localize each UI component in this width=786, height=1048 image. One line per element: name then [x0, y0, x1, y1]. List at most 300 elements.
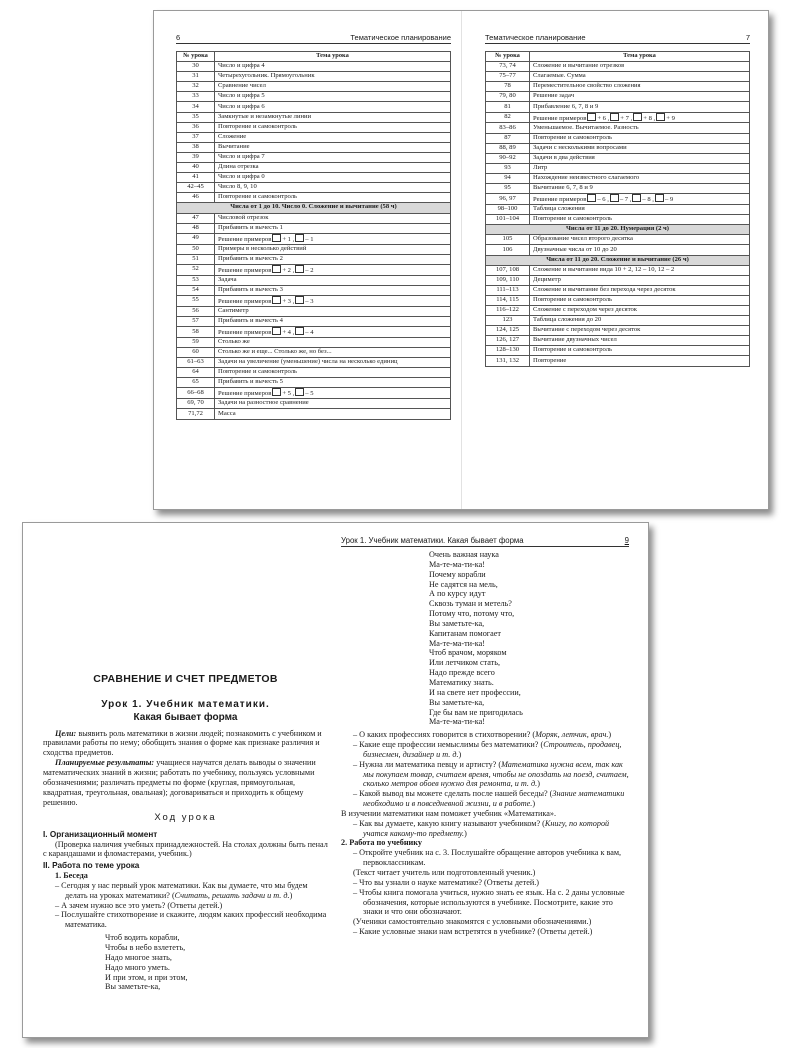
lesson-topic-text: Повторение и самоконтроль — [533, 215, 612, 223]
goals-label: Цели: — [55, 728, 77, 738]
lesson-topic — [215, 122, 451, 132]
question-8-text: – Как вы думаете, какую книгу называют учебником? ( — [353, 818, 545, 828]
lesson-topic — [530, 275, 750, 285]
lesson-topic — [215, 358, 451, 368]
lesson-topic — [215, 295, 451, 306]
lesson-topic — [215, 327, 451, 338]
lesson-number: 87 — [486, 133, 530, 143]
lesson-number: 111–113 — [486, 285, 530, 295]
lesson-number: 131, 132 — [486, 356, 530, 366]
question-6 — [341, 760, 631, 790]
table-row — [486, 306, 750, 316]
course-heading: Ход урока — [154, 812, 217, 824]
box-operation: – 7 , — [619, 196, 632, 204]
lesson-topic — [530, 184, 750, 194]
left-planning-table — [176, 51, 451, 420]
table-section-row — [486, 225, 750, 235]
lesson-topic-text: Решение примеров — [218, 390, 272, 398]
lesson-topic-text: Сантиметр — [218, 306, 249, 314]
lesson-topic — [215, 285, 451, 295]
lesson-topic — [530, 163, 750, 173]
column-header-lesson-topic: Тема урока — [215, 52, 451, 62]
table-row — [177, 152, 451, 162]
left-page-number: 6 — [176, 33, 181, 42]
table-row — [486, 102, 750, 112]
paragraph-teacher-reads: (Текст читает учитель или подготовленный ученик.) — [353, 868, 536, 877]
lesson-topic-text: Прибавить и вычесть 4 — [218, 317, 283, 324]
lesson-topic-text: Задачи с несколькими вопросами — [533, 143, 627, 151]
lesson-number: 69, 70 — [177, 399, 215, 409]
poem-line: Вы заметьте-ка, — [429, 618, 485, 628]
table-row — [486, 112, 750, 123]
lesson-topic-text: Повторение и самоконтроль — [533, 295, 612, 303]
lesson-topic — [215, 62, 451, 72]
question-7-end: ) — [532, 799, 536, 809]
lesson-topic — [215, 388, 451, 399]
section-lesson-work: II. Работа по теме урока — [43, 861, 140, 871]
blank-box — [272, 296, 281, 304]
lesson-topic — [530, 245, 750, 255]
lesson-number: 50 — [177, 244, 215, 254]
lesson-topic-text: Вычитание — [218, 142, 250, 150]
results-label: Планируемые результаты: — [55, 758, 155, 768]
table-row — [177, 337, 451, 347]
table-row — [486, 295, 750, 305]
section-title: Числа от 11 до 20. Сложение и вычитание (26 ч) — [486, 255, 750, 265]
lesson-topic — [530, 92, 750, 102]
lesson-topic — [530, 123, 750, 133]
lesson-topic-text: Число и цифра 5 — [218, 92, 265, 100]
table-row — [177, 368, 451, 378]
lesson-topic-text: Повторение и самоконтроль — [533, 346, 612, 354]
lesson-number: 96, 97 — [486, 194, 530, 205]
lesson-number: 124, 125 — [486, 326, 530, 336]
table-row — [177, 122, 451, 132]
lesson-number: 36 — [177, 122, 215, 132]
box-operation: + 4 , — [282, 329, 295, 337]
lesson-topic — [215, 399, 451, 409]
lesson-topic — [530, 133, 750, 143]
right-page-number: 7 — [745, 33, 750, 42]
lesson-topic-text: Повторение — [533, 356, 567, 364]
lesson-number: 31 — [177, 72, 215, 82]
table-row — [177, 388, 451, 399]
lesson-number: 88, 89 — [486, 143, 530, 153]
table-row — [177, 223, 451, 233]
box-operation: – 8 , — [642, 196, 654, 204]
lesson-topic-text: Уменьшаемое. Вычитаемое. Разность — [533, 123, 639, 131]
blank-box — [272, 234, 281, 242]
blank-box — [295, 265, 304, 273]
lesson-topic-text: Четырехугольник. Прямоугольник — [218, 72, 315, 80]
table-row — [486, 123, 750, 133]
blank-box — [655, 194, 664, 202]
lesson-topic-text: Решение примеров — [218, 297, 272, 305]
lesson-number: 56 — [177, 306, 215, 316]
lesson-topic — [530, 102, 750, 112]
poem-part-2 — [341, 550, 631, 727]
lesson-topic — [530, 62, 750, 72]
lesson-topic — [530, 306, 750, 316]
blank-box — [295, 327, 304, 335]
question-6-answer: Математика нужна всем, так как мы покупаем товар, считаем время, чтобы не опоздать на поезд, считаем, сколько метров обоев нужно для ремонта, и т. д. — [363, 759, 629, 789]
lesson-topic-text: Вычитание с переходом через десяток — [533, 326, 641, 334]
blank-box — [610, 113, 619, 121]
poem-line: А по курсу идут — [429, 589, 486, 599]
blank-box — [656, 113, 665, 121]
poem-line: Математику знать. — [429, 677, 494, 687]
lesson-topic-text: Столько же — [218, 338, 250, 346]
lesson-topic — [530, 205, 750, 215]
lesson-topic — [215, 152, 451, 162]
table-row — [486, 194, 750, 205]
column-header-lesson-number: № урока — [486, 52, 530, 62]
lesson-topic-text: Решение примеров — [218, 235, 272, 243]
table-row — [486, 153, 750, 163]
lesson-topic — [215, 244, 451, 254]
table-row — [486, 62, 750, 72]
lesson-number: 75–77 — [486, 72, 530, 82]
lesson-number: 59 — [177, 337, 215, 347]
table-row — [177, 132, 451, 142]
page-number: 9 — [624, 536, 629, 545]
lesson-topic-text: Нахождение неизвестного слагаемого — [533, 174, 640, 182]
poem-line: Чтоб врачом, моряком — [429, 648, 507, 658]
lesson-topic-text: Двузначные числа от 10 до 20 — [533, 245, 617, 253]
question-4-end: ) — [608, 730, 612, 740]
lesson-topic — [215, 337, 451, 347]
question-8-answer: Книгу, по которой учатся какому-то предмету. — [363, 818, 610, 838]
lesson-number: 71,72 — [177, 409, 215, 419]
lesson-number: 123 — [486, 316, 530, 326]
box-operation: – 9 — [664, 196, 674, 204]
top-book-spread — [153, 10, 769, 510]
question-6-end: ) — [537, 779, 540, 789]
box-operation: – 4 — [305, 329, 314, 337]
box-operation: – 6 , — [597, 196, 609, 204]
lesson-number: 82 — [486, 112, 530, 123]
lesson-topic-text: Сложение и вычитание отрезков — [533, 62, 625, 70]
table-row — [177, 72, 451, 82]
lesson-number: 126, 127 — [486, 336, 530, 346]
right-page-running-title: Тематическое планирование — [485, 33, 586, 42]
lesson-number: 79, 80 — [486, 92, 530, 102]
right-text-column — [341, 550, 631, 937]
question-2: – А зачем нужно все это уметь? (Ответы детей.) — [55, 900, 223, 910]
table-section-row — [486, 255, 750, 265]
lesson-topic-text: Сложение с переходом через десяток — [533, 306, 638, 314]
blank-box — [587, 194, 596, 202]
table-row — [486, 92, 750, 102]
poem-line: Не садятся на мель, — [429, 579, 498, 589]
table-row — [486, 215, 750, 225]
question-5-text: – Какие еще профессии немыслимы без математики? ( — [353, 740, 544, 750]
table-row — [486, 336, 750, 346]
lesson-number: 30 — [177, 62, 215, 72]
lesson-topic-text: Решение примеров — [218, 266, 272, 274]
blank-box — [272, 327, 281, 335]
table-row — [486, 163, 750, 173]
section-organizational: I. Организационный момент — [43, 829, 158, 839]
blank-box — [587, 113, 596, 121]
lesson-number: 107, 108 — [486, 265, 530, 275]
lesson-number: 105 — [486, 235, 530, 245]
blank-box — [610, 194, 619, 202]
section-title: Числа от 11 до 20. Нумерация (2 ч) — [486, 225, 750, 235]
table-row — [486, 143, 750, 153]
table-row — [177, 378, 451, 388]
poem-line: Где бы вам не пригодилась — [429, 707, 523, 717]
box-operation: + 3 , — [282, 297, 295, 305]
lesson-topic-text: Число и цифра 6 — [218, 102, 265, 110]
lesson-number: 51 — [177, 254, 215, 264]
question-4-answer: Моряк, летчик, врач. — [535, 730, 609, 740]
table-row — [486, 326, 750, 336]
poem-line: Капитанам помогает — [429, 628, 501, 638]
lesson-number: 90–92 — [486, 153, 530, 163]
lesson-topic — [530, 194, 750, 205]
lesson-number: 47 — [177, 213, 215, 223]
lesson-topic — [215, 92, 451, 102]
lesson-number: 93 — [486, 163, 530, 173]
table-row — [177, 244, 451, 254]
subsection-textbook-work: 2. Работа по учебнику — [341, 838, 422, 848]
lesson-topic-text: Таблица сложения — [533, 205, 585, 213]
question-5-end: ) — [458, 749, 462, 759]
poem-line: Или летчиком стать, — [429, 658, 501, 668]
lesson-topic — [215, 102, 451, 112]
lesson-topic — [530, 295, 750, 305]
lesson-topic — [530, 346, 750, 356]
lesson-topic — [530, 215, 750, 225]
lesson-topic — [215, 368, 451, 378]
lesson-topic-text: Замкнутые и незамкнутые линии — [218, 112, 312, 120]
lesson-topic — [530, 356, 750, 366]
lesson-topic-text: Задачи на увеличение (уменьшение) числа на несколько единиц — [218, 358, 398, 366]
lesson-number: 33 — [177, 92, 215, 102]
lesson-topic-text: Прибавление 6, 7, 8 и 9 — [533, 102, 599, 110]
question-9: – Откройте учебник на с. 3. Послушайте обращение авторов учебника к вам, первоклассникам. — [353, 848, 622, 868]
lesson-topic — [215, 213, 451, 223]
table-row — [177, 173, 451, 183]
table-row — [177, 112, 451, 122]
lesson-topic-text: Примеры в несколько действий — [218, 244, 307, 252]
poem-line: Почему корабли — [429, 569, 486, 579]
lesson-number: 38 — [177, 142, 215, 152]
lesson-topic-text: Прибавить и вычесть 5 — [218, 378, 283, 386]
table-row — [177, 233, 451, 244]
poem-line: Ма-те-ма-ти-ка! — [429, 559, 485, 569]
table-row — [177, 142, 451, 152]
lesson-topic — [215, 348, 451, 358]
planned-results — [43, 758, 328, 807]
question-4-text: – О каких профессиях говорится в стихотворении? ( — [353, 730, 536, 740]
table-row — [486, 356, 750, 366]
lesson-number: 61–63 — [177, 358, 215, 368]
lesson-topic-text: Сложение — [218, 132, 247, 140]
lesson-topic-text: Решение примеров — [533, 114, 587, 122]
question-11: – Чтобы книга помогала учиться, нужно знать ее язык. На с. 2 даны условные обозначения, которые используются в учебнике. Посмотрите, какие это знаки и что они обозначают. — [353, 887, 625, 917]
lesson-number: 98–100 — [486, 205, 530, 215]
lesson-number: 53 — [177, 275, 215, 285]
table-row — [177, 348, 451, 358]
question-7-text: – Какой вывод вы можете сделать после нашей беседы? ( — [353, 789, 553, 799]
table-row — [177, 102, 451, 112]
question-3: – Послушайте стихотворение и скажите, людям каких профессий необходима математика. — [55, 910, 327, 930]
box-operation: + 6 , — [597, 114, 610, 122]
question-10: – Что вы узнали о науке математике? (Ответы детей.) — [353, 877, 540, 887]
table-row — [177, 327, 451, 338]
lesson-number: 32 — [177, 82, 215, 92]
lesson-topic-text: Задачи на разностное сравнение — [218, 399, 309, 407]
column-header-lesson-number: № урока — [177, 52, 215, 62]
table-row — [486, 72, 750, 82]
lesson-topic — [530, 143, 750, 153]
lesson-number: 46 — [177, 193, 215, 203]
table-row — [177, 163, 451, 173]
lesson-topic — [530, 235, 750, 245]
lesson-topic — [215, 173, 451, 183]
table-row — [177, 399, 451, 409]
question-1-end: ) — [289, 890, 293, 900]
results-text: учащиеся научатся делать выводы о значении математических знаний в жизни; работать по учебнику, пользуясь условными обозначениями; различать предметы по форме (круглая, прямоугольная, квадратная, треугольная, овальная); договариваться и приходить к общему решению. — [43, 758, 316, 807]
lesson-number: 64 — [177, 368, 215, 378]
table-row — [177, 264, 451, 275]
poem-line: Ма-те-ма-ти-ка! — [429, 638, 485, 648]
lesson-topic-text: Повторение и самоконтроль — [533, 133, 612, 141]
left-page-header — [176, 33, 451, 44]
question-6-text: – Нужна ли математика певцу и артисту? ( — [353, 759, 502, 769]
lesson-topic — [530, 112, 750, 123]
lesson-title-line-1: Урок 1. Учебник математики. — [101, 698, 270, 710]
lesson-topic — [530, 336, 750, 346]
subsection-conversation: 1. Беседа — [55, 871, 88, 881]
running-title: Урок 1. Учебник математики. Какая бывает форма — [341, 536, 524, 545]
lesson-topic — [215, 233, 451, 244]
table-row — [177, 254, 451, 264]
lesson-topic-text: Число и цифра 7 — [218, 153, 265, 161]
lesson-number: 39 — [177, 152, 215, 162]
lesson-topic-text: Прибавить и вычесть 3 — [218, 285, 283, 293]
lesson-number: 42–45 — [177, 183, 215, 193]
blank-box — [633, 113, 642, 121]
poem-line: И на свете нет профессии, — [429, 687, 521, 697]
lesson-topic-text: Сравнение чисел — [218, 82, 266, 90]
box-operation: – 2 — [305, 266, 314, 274]
box-operation: – 5 — [305, 390, 314, 398]
left-text-column — [43, 673, 328, 992]
blank-box — [295, 234, 304, 242]
lesson-topic — [215, 142, 451, 152]
lesson-topic-text: Слагаемые. Сумма — [533, 72, 586, 80]
poem-line: Сквозь туман и метель? — [429, 599, 512, 609]
table-row — [486, 316, 750, 326]
lesson-topic — [215, 163, 451, 173]
lesson-topic — [215, 112, 451, 122]
table-row — [177, 316, 451, 326]
box-operation: + 7 , — [620, 114, 633, 122]
blank-box — [272, 265, 281, 273]
table-row — [486, 245, 750, 255]
lesson-topic — [215, 275, 451, 285]
poem-line: Надо много уметь. — [105, 962, 170, 972]
lesson-topic-text: Образование чисел второго десятка — [533, 235, 633, 243]
question-7 — [341, 789, 631, 809]
table-row — [177, 82, 451, 92]
left-page-running-title: Тематическое планирование — [350, 33, 451, 42]
lesson-number: 52 — [177, 264, 215, 275]
right-planning-table — [485, 51, 750, 367]
lesson-topic-text: Решение примеров — [218, 329, 272, 337]
table-row — [177, 62, 451, 72]
box-operation: – 1 — [305, 235, 314, 243]
lesson-topic — [215, 193, 451, 203]
lesson-topic — [215, 82, 451, 92]
box-operation: – 3 — [305, 297, 314, 305]
table-row — [486, 133, 750, 143]
lesson-topic-text: Задачи в два действия — [533, 153, 595, 161]
table-section-row — [177, 203, 451, 213]
blank-box — [272, 388, 281, 396]
question-4 — [341, 730, 631, 740]
table-row — [486, 265, 750, 275]
lesson-topic — [215, 306, 451, 316]
lesson-topic-text: Число и цифра 0 — [218, 173, 265, 181]
lesson-number: 114, 115 — [486, 295, 530, 305]
blank-box — [295, 296, 304, 304]
lesson-topic-text: Сложение и вычитание вида 10 + 2, 12 – 10, 12 – 2 — [533, 265, 675, 273]
table-row — [177, 92, 451, 102]
lesson-number: 57 — [177, 316, 215, 326]
lesson-topic-text: Решение примеров — [533, 196, 587, 204]
table-row — [486, 82, 750, 92]
lesson-topic — [530, 326, 750, 336]
lesson-topic — [215, 409, 451, 419]
question-5-answer: Строитель, продавец, бизнесмен, дизайнер и т. д. — [363, 740, 622, 759]
lesson-title-line-2: Какая бывает форма — [133, 711, 238, 723]
box-operation: + 5 , — [282, 390, 295, 398]
lesson-goals — [43, 729, 328, 759]
lesson-topic-text: Число 8, 9, 10 — [218, 183, 257, 191]
goals-text: выявить роль математики в жизни людей; познакомить с учебником и правилами работы по нему; обобщить знания о форме как признаке различия и сходства предметов. — [43, 728, 322, 758]
lesson-topic-text: Переместительное свойство сложения — [533, 82, 641, 90]
lesson-topic-text: Решение задач — [533, 92, 575, 100]
lesson-topic-text: Таблица сложения до 20 — [533, 316, 602, 324]
poem-line: И при этом, и при этом, — [105, 972, 188, 982]
table-row — [177, 285, 451, 295]
table-row — [486, 346, 750, 356]
lesson-number: 81 — [486, 102, 530, 112]
lesson-topic-text: Столько же и еще... Столько же, но без... — [218, 348, 332, 356]
table-row — [486, 285, 750, 295]
poem-line: Чтоб водить корабли, — [105, 933, 180, 943]
question-1-text: – Сегодня у нас первый урок математики. Как вы думаете, что мы будем делать на уроках математики? ( — [55, 880, 308, 900]
poem-line: Вы заметьте-ка, — [105, 982, 161, 992]
lesson-topic — [215, 316, 451, 326]
box-operation: + 2 , — [282, 266, 295, 274]
lesson-topic-text: Сложение и вычитание без перехода через десяток — [533, 285, 676, 293]
lesson-number: 35 — [177, 112, 215, 122]
table-row — [486, 235, 750, 245]
lesson-number: 109, 110 — [486, 275, 530, 285]
lesson-topic-text: Повторение и самоконтроль — [218, 193, 297, 201]
lesson-topic-text: Повторение и самоконтроль — [218, 368, 297, 376]
box-operation: + 1 , — [282, 235, 295, 243]
lesson-topic — [215, 254, 451, 264]
lesson-number: 83–86 — [486, 123, 530, 133]
table-row — [177, 193, 451, 203]
lesson-topic-text: Задача — [218, 275, 237, 283]
